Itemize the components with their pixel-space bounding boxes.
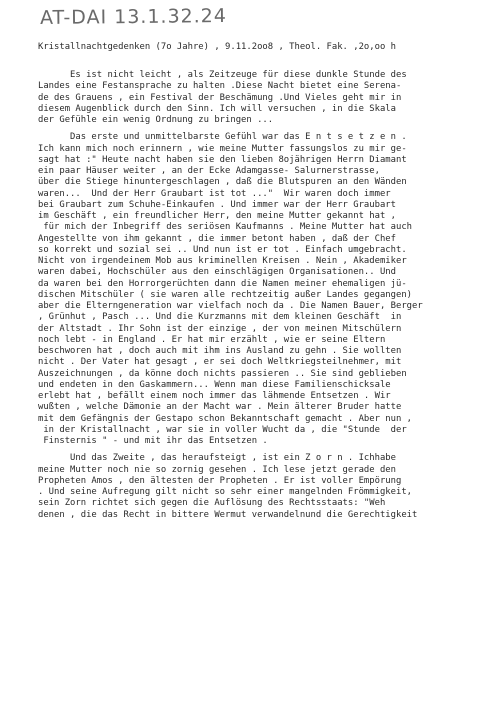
text-line: Ich kann mich noch erinnern , wie meine Mutter fassungslos zu mir ge- <box>38 143 407 154</box>
text-line: Landes eine Festansprache zu halten .Diese Nacht bietet eine Serena- <box>38 81 402 92</box>
text-line: so korrekt und sozial sei .. Und nun ist er tot . Einfach umgebracht. <box>38 244 407 255</box>
text-line: bei Graubart zum Schuhe-Einkaufen . Und immer war der Herr Graubart <box>38 199 396 210</box>
text-line: Auszeichnungen , da könne doch nichts passieren .. Sie sind geblieben <box>38 368 407 379</box>
text-line: da waren bei den Horrorgerüchten dann die Namen meiner ehemaligen jü- <box>38 278 407 289</box>
text-line: diesem Augenblick durch den Sinn. Ich will versuchen , in die Skala <box>38 103 396 114</box>
text-line: der Altstadt . Ihr Sohn ist der einzige , der von meinen Mitschülern <box>38 323 402 334</box>
text-line: meine Mutter noch nie so zornig gesehen . Ich lese jetzt gerade den <box>38 464 396 475</box>
text-line: nicht . Der Vater hat gesagt , er sei doch Weltkriegsteilnehmer, mit <box>38 357 402 368</box>
text-line: über die Stiege hinuntergeschlagen , daß die Blutspuren an den Wänden <box>38 177 407 188</box>
text-line: und endeten in den Gaskammern... Wenn man diese Familienschicksale <box>38 379 391 390</box>
text-line: mit dem Gefängnis der Gestapo schon Bekanntschaft gemacht . Aber nun , <box>38 413 413 424</box>
text-line: Nicht von irgendeinem Mob aus kriminellen Kreisen . Nein , Akademiker <box>38 256 407 266</box>
text-line: Propheten Amos , den ältesten der Propheten . Er ist voller Empörung <box>38 475 402 486</box>
text-line: waren... Und der Herr Graubart ist tot ..." Wir waren doch immer <box>38 188 391 199</box>
text-line: wußten , welche Dämonie an der Macht war . Mein älterer Bruder hatte <box>38 402 402 413</box>
text-line: Und das Zweite , das heraufsteigt , ist ein Z o r n . Ichhabe <box>38 453 396 464</box>
text-line: im Geschäft , ein freundlicher Herr, den meine Mutter gekannt hat , <box>38 211 396 221</box>
document-header: Kristallnachtgedenken (7o Jahre) , 9.11.2oo8 , Theol. Fak. ,2o,oo h <box>38 42 396 52</box>
text-line: in der Kristallnacht , war sie in voller Wucht da , die "Stunde der <box>38 424 407 435</box>
text-line: Das erste und unmittelbarste Gefühl war das E n t s e t z e n . <box>38 132 407 143</box>
text-line: de des Grauens , ein Festival der Beschämung .Und Vieles geht mir in <box>38 92 402 103</box>
text-line: Es ist nicht leicht , als Zeitzeuge für diese dunkle Stunde des <box>38 70 407 80</box>
text-line: ein paar Häuser weiter , an der Ecke Adamgasse- Salurnerstrasse, <box>38 166 380 176</box>
text-line: noch lebt - in England . Er hat mir erzählt , wie er seine Eltern <box>38 334 386 345</box>
text-line: für mich der Inbegriff des seriösen Kaufmanns . Meine Mutter hat auch <box>38 222 413 233</box>
text-line: beschworen hat , doch auch mit ihm ins Ausland zu gehn . Sie wollten <box>38 346 402 356</box>
text-line: sein Zorn richtet sich gegen die Auflösung des Rechtsstaats: "Weh <box>38 498 386 509</box>
text-line: waren dabei, Hochschüler aus den einschlägigen Organisationen.. Und <box>38 267 396 278</box>
text-line: dischen Mitschüler ( sie waren alle rechtzeitig außer Landes gegangen) <box>38 289 413 300</box>
text-line: Angestellte von ihm gekannt , die immer betont haben , daß der Chef <box>38 233 396 244</box>
archive-stamp: AT-DAI 13.1.32.24 <box>39 5 228 29</box>
text-line: aber die Elterngeneration war vielfach noch da . Die Namen Bauer, Berger <box>38 301 423 311</box>
text-line: , Grünhut , Pasch ... Und die Kurzmanns mit dem kleinen Geschäft in <box>38 312 402 323</box>
text-line: denen , die das Recht in bittere Wermut verwandelnund die Gerechtigkeit <box>38 509 418 520</box>
text-line: sagt hat :" Heute nacht haben sie den lieben 8ojährigen Herrn Diamant <box>38 154 407 165</box>
text-line: . Und seine Aufregung gilt nicht so sehr einer mangelnden Frömmigkeit, <box>38 487 413 497</box>
text-line: der Gefühle ein wenig Ordnung zu bringen ... <box>38 115 274 125</box>
text-line: Finsternis " - und mit ihr das Entsetzen . <box>38 436 268 446</box>
text-line: erlebt hat , befällt einem noch immer das lähmende Entsetzen . Wir <box>38 391 391 401</box>
